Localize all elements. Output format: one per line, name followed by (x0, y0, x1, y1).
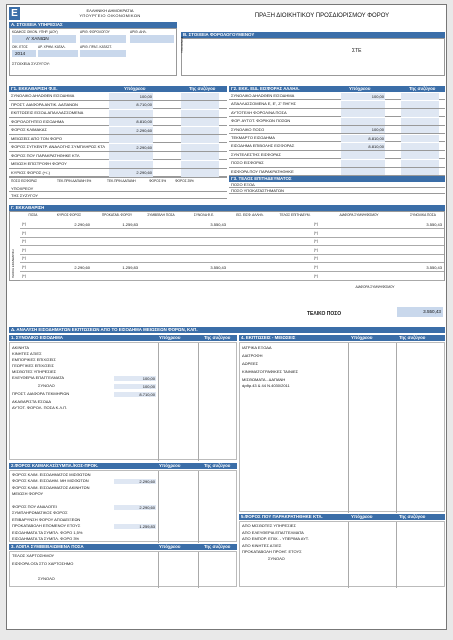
g-col-header: ΣΥΝΟΛΙΚΑ ΠΟΣΑ (410, 213, 436, 217)
form-row: ΣΥΝΟΛΙΚΟ ΠΟΣΟ (229, 126, 445, 134)
value-cell-spouse (181, 101, 219, 109)
g2-title: Γ2. ΕΚΚ. ΕΙΔ. ΕΙΣΦΟΡΑΣ ΑΛΛΗΛ. (231, 86, 300, 91)
spouse-label: ΣΤΟΙΧΕΙΑ ΣΥΖΥΓΟΥ: (12, 61, 51, 66)
d1-row-label: ΕΛΕΥΘΕΡΙΑ ΕΠΑΓΓΕΛΜΑΤΑ (12, 375, 65, 380)
d2-row-label: ΜΕΙΩΣΗ ΦΟΡΟΥ (12, 491, 44, 497)
d5-rows (239, 521, 445, 587)
d2-row-label: ΣΥΜΠΛΗΡΩΜΑΤΙΚΟΣ ΦΟΡΟΣ (12, 510, 68, 516)
d4-row-label: άρθρ.43 & 44 Ν.4030/2011 (242, 383, 290, 388)
section-a-body (9, 28, 177, 76)
value-cell-spouse (401, 135, 439, 142)
office-name-field: Α' ΧΑΝΙΩΝ (12, 35, 76, 43)
g1-rows (9, 92, 227, 177)
d4-col1: Υπόχρεου (351, 335, 373, 340)
value-cell-primary: 8.810,00 (109, 118, 153, 126)
d5-row-label: ΑΠΟ ΕΜΠΟΡ. ΕΠΙΧ. - ΥΠΕΡΙΜΑ ΑΥΤ. (242, 536, 309, 542)
subtable-col-header: ΤΕΚ.ΠΡΙΝ ΔΑΠΑΝΗ 5% (57, 179, 92, 183)
g-col-header: ΠΟΣΑ (28, 213, 38, 217)
d1-col-divider (158, 343, 159, 461)
d5-col-divider (396, 522, 397, 588)
payment-field (38, 50, 78, 57)
g-row-divider (20, 271, 444, 272)
d2-row-label: ΕΙΣΟΔΗΜΑΤΑ ΤΑ ΣΥΜΠΛ. ΦΟΡΟ 1,5% (12, 529, 83, 535)
subtable-col-header: ΦΟΡΟΣ 25% (175, 179, 194, 183)
g-row-sign-right: (+) (314, 247, 318, 252)
subtable-row: ΥΠΟΧΡΕΟΥ (9, 185, 227, 192)
g-row-sign-right: (+) (314, 256, 318, 261)
value-cell-primary: 100,00 (109, 93, 153, 101)
value-cell-primary: 100,00 (341, 126, 385, 133)
d4-rows (239, 342, 445, 512)
form-row: ΣΥΝΟΛΙΚΟ ΔΗΛΩΘΕΝ ΕΙΣΟΔΗΜΑ (229, 92, 445, 100)
d3-row-label: ΣΥΝΟΛΟ (38, 575, 55, 581)
g1-subtable (9, 177, 227, 203)
g-col-header: ΠΡΟΚΑΤΑΒ. ΦΟΡΟΥ (101, 213, 133, 217)
d1-row-value: 100,00 (114, 384, 156, 389)
value-cell-primary: 8.710,00 (109, 101, 153, 109)
d2-row-value: 2.290,60 (114, 505, 156, 510)
d4-title: 4. ΕΚΠΤΩΣΕΙΣ - ΜΕΙΩΣΕΙΣ (241, 335, 296, 340)
form-row: ΕΚΠΤΩΣΕΙΣ ΕΙΣΟΔ.ΑΠΑΛΛΑΣΣΟΜΕΝΑ (9, 109, 227, 118)
subtable-row: ΤΗΣ ΣΥΖΥΓΟΥ (9, 192, 227, 199)
value-cell-spouse (181, 110, 219, 118)
g-row-sign-right: (+) (314, 239, 318, 244)
taxpayer-no-field (80, 35, 126, 43)
value-cell-primary: 8.810,00 (341, 143, 385, 150)
value-cell-primary: 2.290,60 (109, 169, 153, 177)
subtable-col-header: ΤΕΚ.ΠΡΙΝ ΔΑΠΑΝΗ (107, 179, 136, 183)
g-row-divider (20, 280, 444, 281)
g-cell-main-tax: 2.290,60 (74, 222, 90, 227)
d1-row-label: ΓΕΩΡΓΙΚΕΣ ΕΠΙΧ/ΣΕΙΣ (12, 363, 54, 368)
d3-title: 3. ΛΟΙΠΑ ΣΥΜΒΕΒΑΙΩΜΕΝΑ ΠΟΣΑ (11, 544, 84, 549)
section-a-label-decl: ΑΡΙΘ. ΔΗΛ. (130, 30, 147, 34)
d1-col2: Της συζύγου (204, 335, 231, 340)
d1-row-label: ΠΡΟΣΤ. ΔΙΑΦΟΡΑ ΤΕΚΜΗΡΙΩΝ (12, 391, 70, 396)
value-cell-spouse (401, 143, 439, 150)
g-row-sign: (+) (22, 273, 26, 278)
g-row-sign: (+) (22, 256, 26, 261)
section-a-label-payment: ΑΡ. ΧΡΗΜ. ΚΑΤΑΛ. (38, 45, 66, 49)
g-cell-main-tax: 2.290,60 (74, 265, 90, 270)
d1-header (9, 335, 237, 341)
d2-col-divider (198, 471, 199, 543)
value-cell-spouse (181, 152, 219, 160)
g-cell-total: 3.550,43 (426, 222, 442, 227)
d2-row-label: ΕΠΙΒΑΡΥΝΣΗ ΦΟΡΟΥ ΑΠΟΔΕΙΞΕΩΝ (12, 516, 81, 522)
form-row: ΦΟΡΟΛΟΓΗΤΕΟ ΕΙΣΟΔΗΜΑ (9, 118, 227, 127)
form-row: ΣΥΝΤΕΛΕΣΤΗΣ ΕΙΣΦΟΡΑΣ (229, 151, 445, 159)
value-cell-primary (341, 168, 385, 175)
ministry-line-2: ΥΠΟΥΡΓΕΙΟ ΟΙΚΟΝΟΜΙΚΩΝ (79, 13, 141, 18)
d1-col-divider (198, 343, 199, 461)
d1-rows (9, 342, 237, 460)
g-row-sign: (+) (22, 265, 26, 269)
value-cell-primary (109, 161, 153, 169)
d2-col1: Υπόχρεου (159, 463, 181, 468)
g-row-sign: (+) (22, 247, 26, 252)
d5-header (239, 514, 445, 520)
form-row: ΦΟΡΟΣ ΠΟΥ ΠΑΡΑΚΡΑΤΗΘΗΚΕ ΚΤΛ (9, 152, 227, 161)
section-b-value: ΣΤΕ (352, 48, 362, 54)
d3-col2: Της συζύγου (204, 544, 231, 549)
subtable-col-header: ΠΟΣΟ ΕΙΣΦΟΡΑΣ (11, 179, 38, 183)
d2-col2: Της συζύγου (204, 463, 231, 468)
g-cell-total-fe: 3.550,43 (210, 265, 226, 270)
g3-row-expenses: ΠΟΣΟ ΕΞΟΔ (229, 182, 445, 188)
act-field (80, 50, 126, 57)
d1-row-label: ΜΙΣΘΩΤΕΣ ΥΠΗΡΕΣΙΕΣ (12, 369, 57, 374)
value-cell-primary: 8.810,00 (341, 135, 385, 142)
value-cell-spouse (181, 135, 219, 143)
value-cell-spouse (401, 151, 439, 158)
g-row-divider (20, 228, 444, 229)
g2-col2: Της συζύγου (409, 86, 436, 91)
value-cell-spouse (401, 109, 439, 116)
g-col-header: ΔΙΑΦΟΡΑ ΣΥΜΨΗΦΙΣΜΟΥ (339, 213, 379, 217)
value-cell-spouse (181, 161, 219, 169)
d3-row-label: ΤΕΛΟΣ ΧΑΡΤΟΣΗΜΟΥ (12, 553, 55, 558)
subtable-col-header: ΦΟΡΟΣ 5% (149, 179, 167, 183)
tax-assessment-form (6, 4, 447, 630)
form-row: ΑΥΤΟΤΕΛΗ ΦΟΡΟΛ/ΝΑ ΠΟΣΑ (229, 109, 445, 117)
d2-rows (9, 470, 237, 542)
d1-row-value: 8.710,00 (114, 392, 156, 397)
d1-row-label: ΕΜΠΟΡΙΚΕΣ ΕΠΙΧ/ΣΕΙΣ (12, 357, 56, 362)
year-field: 2014 (12, 50, 36, 57)
form-row: ΠΡΟΣΤ. ΔΙΑΦΟΡΑ ΑΝΤΙΚ. ΔΑΠΑΝΩΝ (9, 101, 227, 110)
value-cell-primary (341, 118, 385, 125)
form-row: ΕΙΣΟΔΗΜΑ ΕΠΙΒΟΛΗΣ ΕΙΣΦΟΡΑΣ (229, 142, 445, 150)
g-col-header: ΣΥΜΒΕΒΛΗ ΠΟΣΑ (147, 213, 175, 217)
section-b-header: Β. ΣΤΟΙΧΕΙΑ ΦΟΡΟΛΟΓΟΥΜΕΝΟΥ (181, 32, 445, 38)
d4-col2: Της συζύγου (399, 335, 426, 340)
d5-col1: Υπόχρεου (351, 514, 373, 519)
form-code-badge: Ε (9, 7, 20, 20)
decl-no-field (130, 35, 174, 43)
d1-row-label: ΣΥΝΟΛΟ (38, 383, 55, 388)
form-row: ΠΟΣΟ ΕΙΣΦΟΡΑΣ (229, 159, 445, 167)
section-a-label-taxpayer: ΑΡΙΘ. ΦΟΡΟΛΟΓΟΥ (80, 30, 110, 34)
d2-row-label: ΕΙΣΟΔΗΜΑΤΑ ΤΑ ΣΥΜΠΛ. ΦΟΡΟ 3% (12, 536, 80, 541)
g-row-divider (20, 262, 444, 263)
d3-col-divider (198, 552, 199, 588)
g-row-sign: (+) (22, 222, 26, 226)
value-cell-primary (341, 109, 385, 116)
section-b-side-label: ΥΠΟΧΡΕΟΣ (180, 36, 184, 53)
g1-col1: Υπόχρεου (124, 86, 146, 91)
value-cell-primary (341, 151, 385, 158)
d1-row-label: ΑΚΑΘΑΡΙΣΤΑ ΕΣΟΔΑ (12, 399, 52, 404)
d2-col-divider (158, 471, 159, 543)
form-row: ΦΟΡΟΣ ΚΛΙΜΑΚΑΣ (9, 126, 227, 135)
section-a-label-act: ΑΡΙΘ. ΠΡΑΞ. ΚΑΤΑΣΤ. (80, 45, 112, 49)
g-cell-prepay: 1.259,83 (122, 265, 138, 270)
g2-col1: Υπόχρεου (349, 86, 371, 91)
d4-header (239, 335, 445, 341)
form-row: ΦΟΡ. ΑΥΤΟΤ. ΦΟΡΙΚΩΝ ΠΟΣΩΝ (229, 117, 445, 125)
d3-rows (9, 551, 237, 587)
g-final-value: 3.550,43 (397, 307, 443, 317)
value-cell-spouse (401, 101, 439, 108)
d2-row-label: ΦΟΡΟΣ ΠΟΥ ΑΝΑΛΟΓΕΙ (12, 504, 57, 509)
d4-row-label: ΚΙΝΗΜΑΤΟΓΡΑΦΙΚΕΣ ΤΑΙΝΙΕΣ (242, 369, 299, 374)
d2-header (9, 463, 237, 469)
d5-row-label: ΑΠΟ ΜΙΣΘΩΤΕΣ ΥΠΗΡΕΣΙΕΣ (242, 523, 296, 528)
d3-row-label (10, 568, 150, 574)
ministry-line-1: ΕΛΛΗΝΙΚΗ ΔΗΜΟΚΡΑΤΙΑ (86, 8, 134, 13)
d2-row-value: 2.290,60 (114, 479, 156, 484)
g-col-header: ΤΕΛΟΣ ΕΠΙΤΗΔΕΥΜ. (279, 213, 311, 217)
section-a-label-office: ΚΩΔΙΚΟΣ ΟΙΚΟΝ. ΥΠΗΡ. (ΔΟΥ) (12, 30, 58, 34)
form-row: ΜΕΙΩΣΕΙΣ ΑΠΟ ΤΟΝ ΦΟΡΟ (9, 135, 227, 144)
g-cell-total-fe: 3.550,43 (210, 222, 226, 227)
d5-row-label: ΑΠΟ ΕΛΕΥΘΕΡΙΑ ΕΠΑΓΓΕΛΜΑΤΑ (242, 529, 304, 535)
g3-header: Γ3. ΤΕΛΟΣ ΕΠΙΤΗΔΕΥΜΑΤΟΣ (229, 176, 445, 182)
g-row-sign-right: (+) (314, 265, 318, 269)
g2-rows (229, 92, 445, 176)
value-cell-primary: 2.290,60 (109, 127, 153, 135)
d5-row-label: ΑΠΟ ΚΙΝΗΤΕΣ ΑΞΙΕΣ (242, 542, 282, 548)
d5-title: 5.ΦΟΡΟΣ ΠΟΥ ΠΑΡΑΚΡΑΤΗΘΗΚΕ ΚΤΛ. (241, 514, 323, 519)
form-row: ΕΙΣΦΟΡΑ ΠΟΥ ΠΑΡΑΚΡΑΤΗΘΗΚΕ (229, 168, 445, 176)
g-header: Γ. ΕΚΚΑΘΑΡΙΣΗ (9, 205, 445, 211)
d3-row-label: ΕΙΣΦΟΡΑ ΟΓΑ ΣΤΟ ΧΑΡΤΟΣΗΜΟ (12, 560, 74, 566)
d4-col-divider (396, 343, 397, 513)
value-cell-spouse (181, 144, 219, 152)
value-cell-spouse (181, 127, 219, 135)
form-row: ΦΟΡΟΣ ΣΥΓΚΕΝΤΡ. ΑΝΑΛΟΓΗΣ ΣΥΜΠΛΗΡΩΣ ΚΤΛ (9, 143, 227, 152)
g-row-sign-right: (+) (314, 273, 318, 278)
d1-row-value: 100,00 (114, 376, 156, 381)
d1-title: 1. ΣΥΝΟΛΙΚΟ ΕΙΣΟΔΗΜΑ (11, 335, 63, 340)
value-cell-spouse (401, 118, 439, 125)
d3-col-divider (158, 552, 159, 588)
g3-row-branches: ΠΟΣΟ ΥΠΟΚΑΤΑΣΤΗΜΑΤΩΝ (229, 188, 445, 194)
d2-row-value: 1.259,83 (114, 524, 156, 529)
section-a-label-year: ΟΙΚ. ΕΤΟΣ (12, 45, 28, 49)
g-row-sign: (+) (22, 239, 26, 244)
form-row: ΜΕΙΩΣΗ ΕΠΙΣΤΡΟΦΗ ΦΟΡΟΥ (9, 160, 227, 169)
value-cell-primary (109, 152, 153, 160)
g-row-sign-right: (+) (314, 230, 318, 235)
value-cell-spouse (401, 93, 439, 100)
d2-row-label: ΠΡΟΚΑΤΑΒΟΛΗ ΕΠΟΜΕΝΟΥ ΕΤΟΥΣ (12, 523, 81, 529)
value-cell-spouse (181, 93, 219, 101)
d5-row-label: ΠΡΟΚΑΤΑΒΟΛΗ ΠΡΟΗΓ. ΕΤΟΥΣ (242, 549, 302, 555)
g-cell-total: 3.550,43 (426, 265, 442, 270)
d5-col2: Της συζύγου (399, 514, 426, 519)
g-col-header: ΕΙΣ. ΕΙΣΦ. ΑΛΛΗΛ. (236, 213, 264, 217)
d3-header (9, 544, 237, 550)
value-cell-primary: 2.290,60 (109, 144, 153, 152)
d5-row-label: ΣΥΝΟΛΟ (268, 556, 285, 561)
d3-col1: Υπόχρεου (159, 544, 181, 549)
d1-row-label: ΑΥΤΟΤ. ΦΟΡΟΛ. ΠΟΣΑ Κ.Λ.Π. (12, 405, 68, 410)
value-cell-primary: 100,00 (341, 93, 385, 100)
g1-title: Γ1. ΕΚΚΑΘΑΡΙΣΗ Φ.Ε. (11, 86, 58, 91)
d2-row-label: ΦΟΡΟΣ ΚΛΙΜ. ΕΙΣΟΔΗΜ. ΜΗ ΜΙΣΘΩΤΩΝ (12, 478, 89, 484)
g1-col2: Της συζύγου (189, 86, 216, 91)
d2-title: 2.ΦΟΡΟΣ ΚΛΙΜΑΚΑΣ/ΣΥΜΠΛ./ΚΟΣ-ΠΡΟΚ. (11, 463, 99, 468)
d4-row-label: ΙΑΤΡΙΚΑ ΕΞΟΔΑ (242, 345, 272, 350)
d1-row-label: ΑΚΙΝΗΤΑ (12, 345, 30, 350)
section-a-header: Α. ΣΤΟΙΧΕΙΑ ΥΠΗΡΕΣΙΑΣ (9, 22, 177, 28)
d4-col-divider (348, 343, 349, 513)
d4-row-label: ΜΙΣΘΩΜΑΤΑ - ΔΑΠΑΝΗ (242, 377, 286, 382)
form-row: ΚΥΡΙΟΣ ΦΟΡΟΣ (+/-) (9, 169, 227, 178)
value-cell-spouse (401, 160, 439, 167)
g-diff-label: ΔΙΑΦΟΡΑ ΣΥΜΨΗΦΙΣΜΟΥ (355, 285, 395, 289)
d4-row-label: ΔΩΡΕΕΣ (242, 361, 259, 366)
g-row-divider (20, 237, 444, 238)
g-row-sign: (+) (22, 230, 26, 235)
d4-row-label: ΔΙΑΤΡΟΦΗ (242, 353, 263, 358)
g-cell-prepay: 1.259,83 (122, 222, 138, 227)
value-cell-spouse (181, 169, 219, 177)
value-cell-primary (109, 110, 153, 118)
d1-col1: Υπόχρεου (159, 335, 181, 340)
value-cell-spouse (401, 168, 439, 175)
d2-row-label: ΦΟΡΟΣ ΚΛΙΜ. ΕΙΣΟΔΗΜΑΤΟΣ ΜΙΣΘΩΤΩΝ (12, 472, 91, 477)
g-table (9, 211, 445, 281)
value-cell-primary (341, 160, 385, 167)
d5-col-divider (348, 522, 349, 588)
value-cell-primary (341, 101, 385, 108)
form-row: ΤΕΚΜΑΡΤΟ ΕΙΣΟΔΗΜΑ (229, 134, 445, 142)
d2-row-label: ΦΟΡΟΣ ΚΛΙΜ. ΕΙΣΟΔΗΜΑΤΟΣ ΑΚΙΝΗΤΩΝ (12, 484, 90, 490)
form-title: ΠΡΑΞΗ ΔΙΟΙΚΗΤΙΚΟΥ ΠΡΟΣΔΙΟΡΙΣΜΟΥ ΦΟΡΟΥ (254, 13, 390, 19)
d2-row-label (10, 498, 150, 504)
section-b-body (181, 38, 445, 76)
value-cell-primary (109, 135, 153, 143)
g-col-header: ΚΥΡΙΟΣ ΦΟΡΟΣ (56, 213, 82, 217)
g-final-label: ΤΕΛΙΚΟ ΠΟΣΟ (307, 311, 342, 317)
d1-row-label: ΚΙΝΗΤΕΣ ΑΞΙΕΣ (12, 351, 42, 356)
g-row-divider (20, 245, 444, 246)
d-header: Δ. ΑΝΑΛΥΣΗ ΕΙΣΟΔΗΜΑΤΩΝ ΕΚΠΤΩΣΕΩΝ ΑΠΟ ΤΟ ΕΙΣΟΔΗΜΑ ΜΕΙΩΣΕΩΝ ΦΟΡΩΝ, ΚΛΠ. (9, 327, 445, 333)
value-cell-spouse (401, 126, 439, 133)
g-side-label: ΓΕΝΙΚΗ ΕΚΚΑΘΑΡΙΣΗ (11, 249, 15, 278)
form-row: ΑΠΑΛΛΑΣΣΟΜΕΝΑ Ε, Ε', Ζ' ΠΗΓΗΣ (229, 100, 445, 108)
g-col-header: ΣΥΝΟΛΑ Φ.Ε. (193, 213, 215, 217)
g-row-divider (20, 254, 444, 255)
g-row-sign-right: (+) (314, 222, 318, 226)
value-cell-spouse (181, 118, 219, 126)
form-row: ΣΥΝΟΛΙΚΟ ΔΗΛΩΘΕΝ ΕΙΣΟΔΗΜΑ (9, 92, 227, 101)
